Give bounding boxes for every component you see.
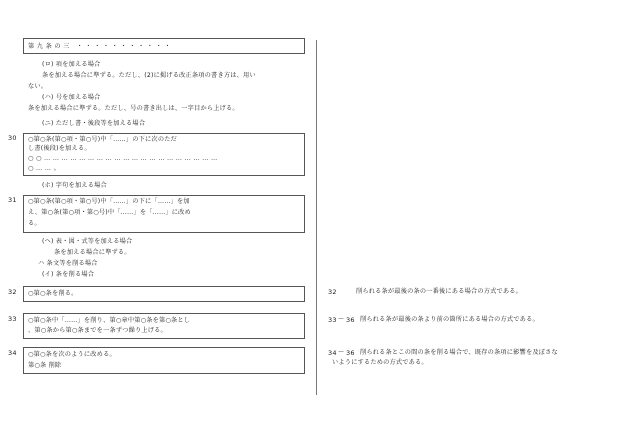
example-box-33 [23, 313, 305, 339]
note-line: 削られる条とこの間の条を削る場合で、既存の条項に影響を及ぼさな [360, 349, 558, 356]
sub-heading: (ハ) 号を加える場合 [42, 94, 101, 101]
sub-heading: (ロ) 項を加える場合 [42, 61, 101, 68]
example-line: 、第○条から第○条までを一条ずつ繰り上げる。 [28, 327, 167, 334]
item-number: 31 [8, 196, 17, 204]
body-line: 条を加える場合に準ずる。 [54, 249, 131, 256]
item-number: 33 [8, 315, 17, 323]
sub-heading: (ニ) ただし書・後段等を加える場合 [42, 120, 146, 127]
sub-heading: ハ 条文等を削る場合 [38, 260, 98, 267]
sub-heading: (ホ) 字句を加える場合 [42, 182, 107, 189]
example-line: る。 [28, 220, 41, 227]
column-divider [316, 40, 317, 395]
example-line: し書(後段)を加える。 [28, 145, 91, 152]
example-box-32 [23, 286, 305, 302]
body-line: 条を加える場合に準ずる。ただし、号の書き出しは、一字目から上げる。 [28, 105, 239, 112]
note-line: いようにするための方式である。 [332, 359, 428, 366]
note-range: ～ [338, 316, 345, 323]
example-line: ○○…………………………………………………… [28, 155, 220, 162]
example-box-top [23, 38, 305, 54]
note-number: 34 [328, 349, 337, 357]
example-line: ○第○条を削る。 [28, 290, 78, 297]
note-number: 32 [328, 288, 337, 296]
example-box-34 [23, 347, 305, 374]
example-line: ○第○条(第○項・第○号)中「……」の下に「……」を加 [28, 198, 190, 205]
example-line: ○第○条を次のように改める。 [28, 351, 116, 358]
example-line: ○……。 [28, 165, 63, 172]
note-number: 33 [328, 316, 337, 324]
item-number: 34 [8, 349, 17, 357]
note-number-to: 36 [346, 316, 355, 324]
example-box-31 [23, 195, 305, 233]
note-number-to: 36 [346, 349, 355, 357]
example-line: ○第○条(第○項・第○号)中「……」の下に次のただ [28, 136, 177, 143]
sub-heading: (イ) 条を削る場合 [42, 271, 95, 278]
note-line: 削られる条が最後の条の一番後にある場合の方式である。 [356, 288, 523, 295]
note-range: ～ [338, 349, 345, 356]
example-line: 第○条 削除 [28, 362, 62, 369]
body-line: ない。 [28, 83, 48, 90]
example-line: 第九条の三 ・・・・・・・・・・・ [28, 43, 174, 50]
note-line: 削られる条が最後の条より前の箇所にある場合の方式である。 [360, 316, 539, 323]
example-line: え、第○条(第○項・第○号)中「……」を「……」に改め [28, 209, 191, 216]
body-line: 条を加える場合に準ずる。ただし、(2)に掲げる改正条項の書き方は、用い [42, 72, 256, 79]
example-line: ○第○条中「……」を削り、第○章中第○条を第○条とし [28, 317, 191, 324]
item-number: 32 [8, 288, 17, 296]
sub-heading: (ヘ) 表・図・式等を加える場合 [42, 238, 133, 245]
item-number: 30 [8, 134, 17, 142]
example-box-30 [23, 133, 305, 176]
